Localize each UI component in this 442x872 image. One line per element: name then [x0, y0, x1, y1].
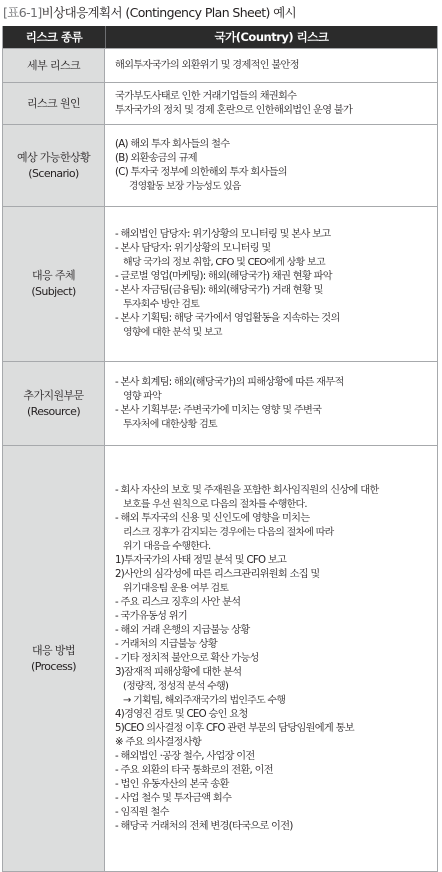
row-content [105, 83, 437, 124]
content-line: - 법인 유동자산의 본국 송환 [115, 778, 229, 790]
content-line: 2)사안의 심각성에 따른 리스크관리위원회 소집 및 [115, 568, 320, 580]
content-line: - 임직원 철수 [115, 806, 169, 818]
content-line: 투자처에 대한상황 검토 [123, 418, 217, 430]
content-line: 투자회수 방안 검토 [123, 299, 200, 310]
content-line: 투자국가의 정치 및 경제 혼란으로 인한해외법인 운영 불가 [115, 104, 353, 116]
content-line: 위기 대응을 수행한다. [123, 540, 211, 552]
content-line: 3)잠재적 피해상황에 대한 분석 [115, 666, 242, 678]
content-line: → 기획팀, 해외주재국가의 법인주도 수행 [123, 694, 286, 706]
content-line: - 해당국 거래처의 전체 변경(타국으로 이전) [115, 820, 293, 832]
header-country-risk: 국가(Country) 리스크 [214, 30, 329, 44]
content-line: 해당 국가의 정보 취합, CFO 및 CEO에게 상황 보고 [123, 257, 325, 268]
row-label-line: 대응 방법 [31, 643, 75, 657]
row-label-line: (Process) [31, 659, 76, 673]
content-line: 영향에 대한 분석 및 보고 [123, 327, 222, 338]
row-risk-cause [3, 82, 437, 124]
content-line: - 해외 투자국의 신용 및 신인도에 영향을 미치는 [115, 512, 310, 524]
content-line: (A) 해외 투자 회사들의 철수 [115, 138, 230, 150]
row-content [105, 446, 437, 871]
row-content [105, 49, 437, 82]
content-line: 경영활동 보장 가능성도 있음 [129, 180, 241, 192]
row-label [3, 207, 105, 361]
row-subject [3, 206, 437, 361]
content-line: (정량적, 정성적 분석 수행) [123, 680, 229, 692]
content-line: - 사업 철수 및 투자금액 회수 [115, 792, 232, 804]
header-risk-type: 리스크 종류 [3, 26, 106, 48]
content-line: - 기타 정치적 불안으로 확산 가능성 [115, 652, 259, 664]
row-label-line: 추가지원부문 [23, 388, 84, 402]
content-line: - 회사 자산의 보호 및 주재원을 포함한 회사임직원의 신상에 대한 [115, 484, 379, 496]
row-content [105, 207, 437, 361]
content-line: - 본사 회계팀: 해외(해당국가)의 피해상황에 따른 재무적 [115, 376, 344, 388]
table-title [3, 2, 296, 24]
row-label-line: 예상 가능한상황 [16, 150, 91, 164]
content-line: 영향 파악 [123, 390, 162, 402]
row-label [3, 83, 105, 124]
content-line: - 주요 리스크 징후의 사안 분석 [115, 596, 241, 608]
content-line: - 글로벌 영업(마케팅): 해외(해당국가) 채권 현황 파악 [115, 271, 332, 282]
content-line: - 본사 자금팀(금융팀): 해외(해당국가) 거래 현황 및 [115, 285, 323, 296]
content-line: - 주요 외환의 타국 통화로의 전환, 이전 [115, 764, 273, 776]
row-label-line: 대응 주체 [31, 269, 75, 282]
row-label-line: 리스크 원인 [26, 96, 81, 110]
content-line: - 해외 거래 은행의 지급불능 상황 [115, 624, 250, 636]
row-resource [3, 361, 437, 445]
row-label-line: 세부 리스크 [26, 58, 81, 72]
content-line: 5)CEO 의사결정 이후 CFO 관련 부문의 담당임원에게 통보 [115, 722, 354, 734]
content-line: - 해외법인 담당자: 위기상황의 모니터링 및 본사 보고 [115, 229, 331, 240]
content-line: 국가부도사태로 인한 거래기업들의 채권회수 [115, 90, 297, 102]
row-label [3, 446, 105, 871]
row-detail-risk [3, 48, 437, 82]
row-label [3, 125, 105, 206]
content-line: (B) 외환송금의 규제 [115, 152, 197, 164]
table-title-text: 비상대응계획서 (Contingency Plan Sheet) 예시 [41, 5, 297, 20]
row-process [3, 445, 437, 871]
table-header [3, 26, 437, 48]
contingency-plan-table [2, 26, 438, 872]
content-line: ※ 주요 의사결정사항 [115, 736, 202, 748]
row-label-line: (Resource) [26, 404, 81, 418]
content-line: 보호를 우선 원칙으로 다음의 절차를 수행한다. [123, 498, 307, 510]
content-line: - 국가유동성 위기 [115, 610, 188, 622]
content-line: 4)경영진 검토 및 CEO 승인 요청 [115, 708, 248, 720]
content-line: 위기대응팀 운용 여부 검토 [123, 582, 229, 594]
content-line: - 해외법인 ·공장 철수, 사업장 이전 [115, 750, 255, 762]
row-label-line: (Subject) [31, 285, 76, 298]
row-scenario [3, 124, 437, 206]
row-content [105, 125, 437, 206]
content-line: - 본사 기획팀: 해당 국가에서 영업활동을 지속하는 것의 [115, 313, 340, 324]
table-number: [표6-1] [3, 5, 42, 20]
row-label [3, 362, 105, 445]
content-line: 1)투자국가의 사태 정밀 분석 및 CFO 보고 [115, 554, 287, 566]
content-line: - 본사 기획부문: 주변국가에 미치는 영향 및 주변국 [115, 404, 322, 416]
content-line: - 거래처의 지급불능 상황 [115, 638, 218, 650]
content-line: 리스크 징후가 감지되는 경우에는 다음의 절차에 따라 [123, 526, 334, 538]
content-line: 해외투자국가의 외환위기 및 경제적인 불안정 [115, 59, 299, 71]
row-label-line: (Scenario) [28, 166, 79, 180]
row-content [105, 362, 437, 445]
content-line: - 본사 담당자: 위기상황의 모니터링 및 [115, 243, 271, 254]
row-label [3, 49, 105, 82]
content-line: (C) 투자국 정부에 의한해외 투자 회사들의 [115, 166, 287, 178]
